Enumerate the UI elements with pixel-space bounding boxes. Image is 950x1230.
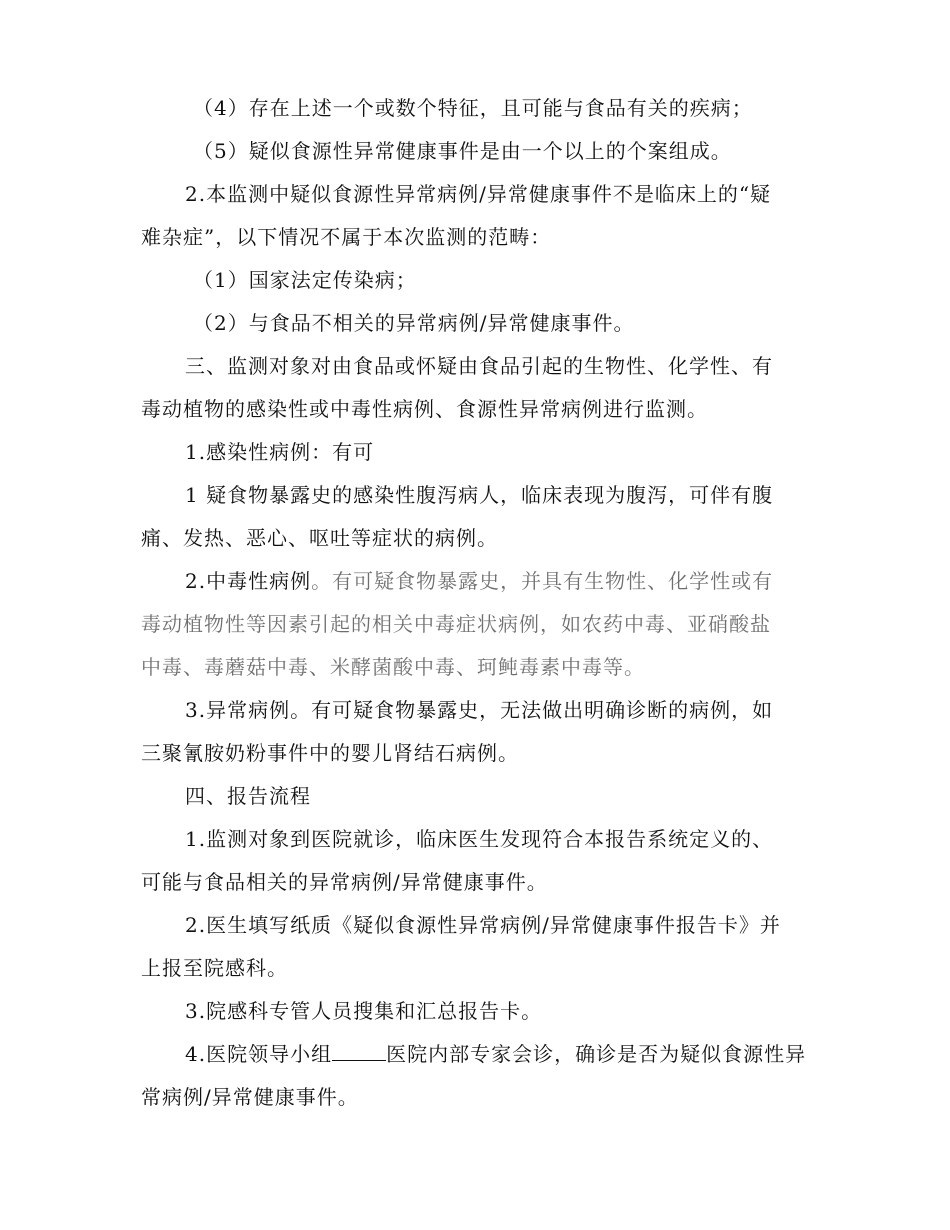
section-heading-line: 四、报告流程 (185, 784, 311, 808)
paragraph-line: 上报至院感科。 (141, 956, 288, 980)
paragraph-line: 三聚氰胺奶粉事件中的婴儿肾结石病例。 (141, 741, 519, 765)
paragraph-line: 常病例/异常健康事件。 (141, 1085, 359, 1109)
paragraph-line: 2.医生填写纸质《疑似食源性异常病例/异常健康事件报告卡》并 (185, 913, 781, 937)
paragraph-line: 中毒、毒蘑菇中毒、米酵菌酸中毒、珂鲀毒素中毒等。 (141, 655, 645, 679)
paragraph-line (141, 560, 813, 603)
paragraph-line: 难杂症”，以下情况不属于本次监测的范畴： (141, 225, 552, 249)
paragraph-line: 1 疑食物暴露史的感染性腹泻病人，临床表现为腹泻，可伴有腹 (185, 483, 774, 507)
paragraph-line: （5）疑似食源性异常健康事件是由一个以上的个案组成。 (193, 139, 732, 163)
paragraph-line: 3.异常病例。有可疑食物暴露史，无法做出明确诊断的病例，如 (185, 698, 774, 722)
blank-underline (332, 1042, 386, 1061)
document-body (141, 87, 813, 1119)
paragraph-line: （4）存在上述一个或数个特征，且可能与食品有关的疾病； (193, 96, 753, 120)
light-text: 。有可疑食物暴露史，并具有生物性、化学性或有 (311, 569, 774, 593)
paragraph-line: 1.监测对象到医院就诊，临床医生发现符合本报告系统定义的、 (185, 827, 774, 851)
paragraph-line: 毒动植物的感染性或中毒性病例、食源性异常病例进行监测。 (141, 397, 708, 421)
paragraph-line: 1.感染性病例：有可 (185, 440, 375, 464)
paragraph-line (141, 1033, 813, 1076)
paragraph-line: （2）与食品不相关的异常病例/异常健康事件。 (193, 311, 635, 335)
subheading-text: 2.中毒性病例 (185, 569, 312, 593)
line-text: 医院内部专家会诊，确诊是否为疑似食源性异 (386, 1042, 807, 1066)
line-text: 4.医院领导小组 (185, 1042, 333, 1066)
paragraph-line: 可能与食品相关的异常病例/异常健康事件。 (141, 870, 548, 894)
paragraph-line: 2.本监测中疑似食源性异常病例/异常健康事件不是临床上的“疑 (185, 182, 772, 206)
section-heading-line: 三、监测对象对由食品或怀疑由食品引起的生物性、化学性、有 (185, 354, 773, 378)
paragraph-line: 毒动植物性等因素引起的相关中毒症状病例，如农药中毒、亚硝酸盐 (141, 612, 771, 636)
paragraph-line: （1）国家法定传染病； (193, 268, 417, 292)
paragraph-line: 痛、发热、恶心、呕吐等症状的病例。 (141, 526, 498, 550)
paragraph-line: 3.院感科专管人员搜集和汇总报告卡。 (185, 999, 543, 1023)
